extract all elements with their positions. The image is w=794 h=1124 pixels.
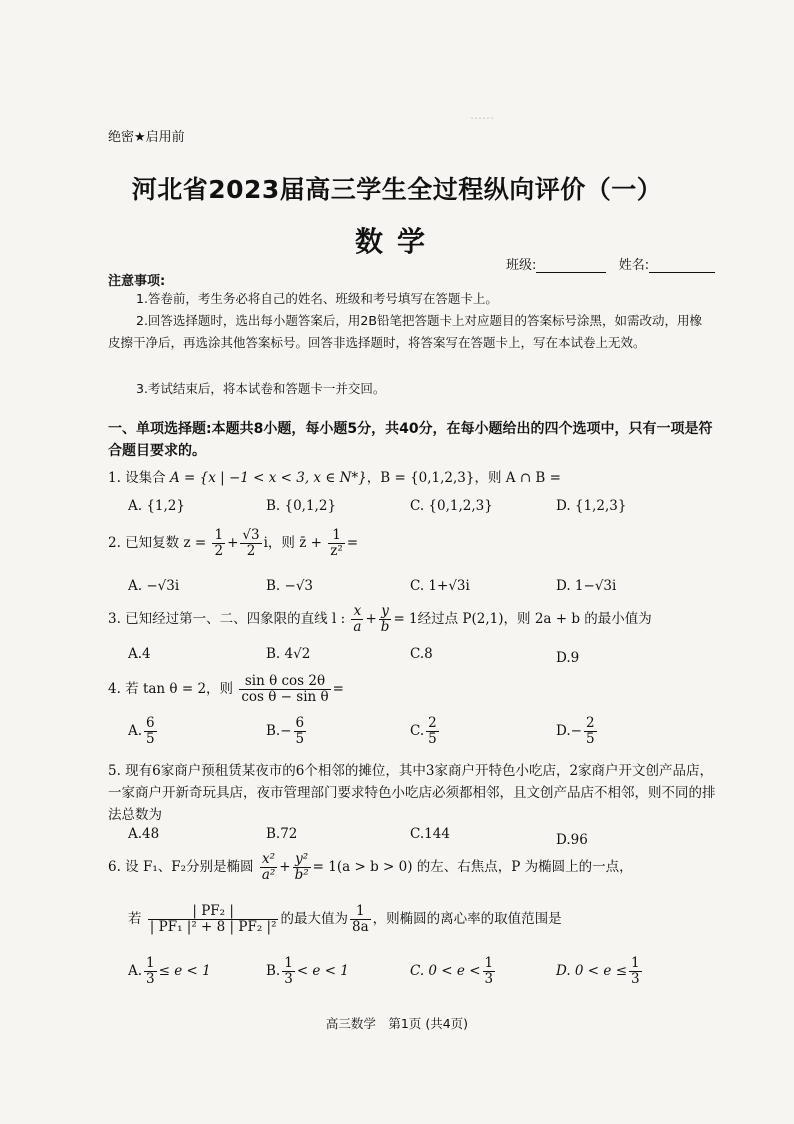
name-label: 姓名: (618, 258, 650, 273)
question-1: 1. 设集合 A = {x | −1 < x < 3, x ∈ N*}，B = {0,1,2,3}，则 A ∩ B = (108, 470, 561, 486)
question-4: 4. 若 tan θ = 2，则 $\frac{\text{sin θ cos 2θ}}{\text{cos θ − sin θ}}$ = (108, 673, 344, 705)
option-b[interactable]: B.72 (266, 826, 298, 842)
option-a[interactable]: A. {1,2} (128, 498, 185, 514)
option-a[interactable]: A. −√3i (128, 578, 180, 594)
question-6: 6. 设 F₁、F₂分别是椭圆 $\frac{\text{x²}}{\text{a²}}$ + $\frac{\text{y²}}{\text{b²}}$ = 1(a > b > 0) 的左、右焦点，P 为椭圆上的一点， (108, 851, 633, 883)
class-label: 班级: (506, 258, 537, 273)
fraction: $\frac{y}{b}$ (380, 603, 390, 635)
option-a[interactable]: A. $\frac{6}{5}$ (128, 715, 155, 747)
option-d[interactable]: D. {1,2,3} (556, 498, 627, 514)
question-6-options (128, 956, 728, 996)
set-a: A = {x | −1 < x < 3, x ∈ N*} (169, 470, 367, 486)
option-b[interactable]: B. $\frac{1}{3}$ < e < 1 (266, 955, 349, 987)
option-c[interactable]: C.8 (410, 646, 433, 662)
section-heading: 一、单项选择题:本题共8小题，每小题5分，共40分，在每小题给出的四个选项中，只有一项是符合题目要求的。 (108, 421, 713, 459)
confidential-label: 绝密★启用前 (108, 130, 185, 145)
option-d[interactable]: D. 0 < e ≤ $\frac{1}{3}$ (556, 955, 640, 987)
exam-title: 河北省2023届高三学生全过程纵向评价（一） (131, 175, 663, 204)
fraction: $\frac{1}{8a}$ (351, 903, 369, 935)
notice-heading: 注意事项: (108, 274, 166, 289)
fraction: $\frac{\text{y²}}{\text{b²}}$ (294, 851, 309, 883)
question-3: 3. 已知经过第一、二、四象限的直线 l : $\frac{x}{a}$ + $\frac{y}{b}$ = 1经过点 P(2,1)，则 2a + b 的最小值为 (108, 603, 652, 635)
exam-subject: 数学 (354, 225, 439, 258)
fraction: $\frac{\text{sin θ cos 2θ}}{\text{cos θ − sin θ}}$ (241, 673, 329, 705)
option-d[interactable]: D.− $\frac{2}{5}$ (556, 715, 595, 747)
option-c[interactable]: C. $\frac{2}{5}$ (410, 715, 437, 747)
notice-item-1: 1.答卷前，考生务必将自己的姓名、班级和考号填写在答题卡上。 (136, 291, 498, 306)
option-b[interactable]: B.− $\frac{6}{5}$ (266, 715, 305, 747)
set-b: ，B = {0,1,2,3}，则 A ∩ B = (366, 470, 561, 486)
option-d[interactable]: D. 1−√3i (556, 578, 617, 594)
option-b[interactable]: B. −√3 (266, 578, 314, 594)
option-b[interactable]: B. {0,1,2} (266, 498, 337, 514)
fraction: $\frac{\text{x²}}{\text{a²}}$ (261, 851, 276, 883)
page-footer: 高三数学 第1页 (共4页) (325, 1016, 469, 1031)
class-blank[interactable] (536, 260, 606, 273)
bleed-through-text: …… (470, 108, 494, 122)
notice-item-2: 2.回答选择题时，选出每小题答案后，用2B铅笔把答题卡上对应题目的答案标号涂黑，如需改动，用橡皮擦干净后，再选涂其他答案标号。回答非选择题时，将答案写在答题卡上，写在本试卷上无效。 (108, 313, 702, 350)
student-info-fields (506, 254, 715, 273)
option-a[interactable]: A.48 (128, 826, 160, 842)
option-b[interactable]: B. 4√2 (266, 646, 311, 662)
fraction: $\frac{\text{| PF₂ |}}{\text{| PF₁ |² + 8 | PF₂ |²}}$ (149, 903, 277, 935)
option-c[interactable]: C. 0 < e < $\frac{1}{3}$ (410, 955, 494, 987)
fraction: $\frac{x}{a}$ (353, 603, 362, 635)
fraction: $\frac{1}{2}$ (214, 527, 224, 559)
option-a[interactable]: A. $\frac{1}{3}$ ≤ e < 1 (128, 955, 211, 987)
option-a[interactable]: A.4 (128, 646, 151, 662)
option-c[interactable]: C. 1+√3i (410, 578, 470, 594)
option-c[interactable]: C. {0,1,2,3} (410, 498, 493, 514)
option-c[interactable]: C.144 (410, 826, 450, 842)
option-d[interactable]: D.9 (556, 650, 580, 666)
question-6-condition: 若 $\frac{\text{| PF₂ |}}{\text{| PF₁ |² + 8 | PF₂ |²}}$ 的最大值为 $\frac{1}{8a}$ ，则椭圆的离心率的取值范围是 (128, 903, 562, 935)
fraction: $\frac{1}{\text{z²}}$ (330, 527, 343, 559)
question-5: 5. 现有6家商户预租赁某夜市的6个相邻的摊位，其中3家商户开特色小吃店，2家商户开文创产品店，一家商户开新奇玩具店，夜市管理部门要求特色小吃店必须都相邻，且文创产品店不相邻，则不同的排法总数为 (108, 763, 716, 823)
question-4-options (128, 716, 728, 756)
option-d[interactable]: D.96 (556, 832, 588, 848)
fraction: $\frac{√3}{2}$ (242, 527, 260, 559)
question-2: 2. 已知复数 z = $\frac{1}{2}$ + $\frac{√3}{2}$ i，则 z̄ + $\frac{1}{\text{z²}}$ = (108, 527, 359, 559)
name-blank[interactable] (649, 260, 715, 273)
notice-item-3: 3.考试结束后，将本试卷和答题卡一并交回。 (136, 381, 386, 396)
